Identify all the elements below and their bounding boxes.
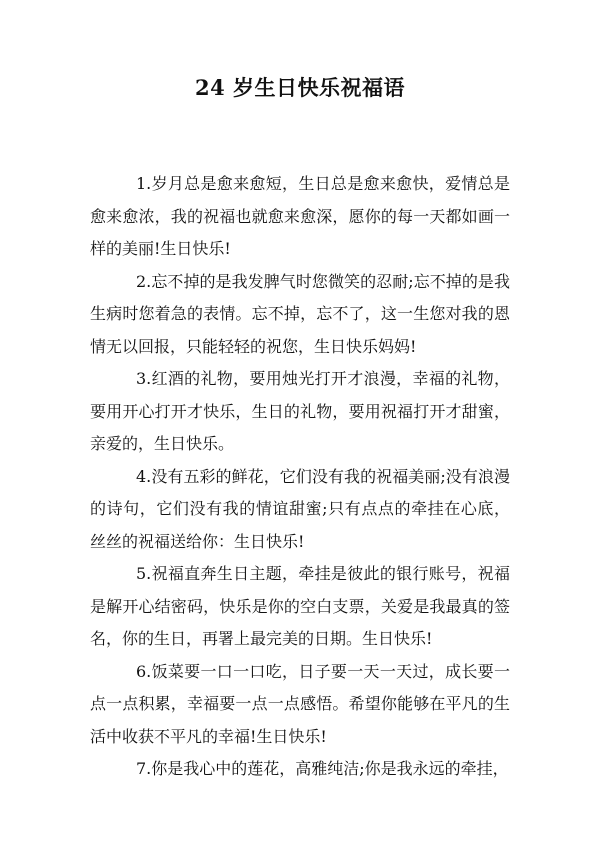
document-title: 24 岁生日快乐祝福语 — [194, 75, 406, 100]
paragraph-2: 2.忘不掉的是我发脾气时您微笑的忍耐;忘不掉的是我生病时您着急的表情。忘不掉，忘不了，这一生您对我的恩情无以回报，只能轻轻的祝您，生日快乐妈妈! — [90, 271, 510, 356]
document-body — [90, 168, 510, 786]
paragraph-7: 7.你是我心中的莲花，高雅纯洁;你是我永远的牵挂， — [136, 759, 509, 778]
paragraph-1: 1.岁月总是愈来愈短，生日总是愈来愈快，爱情总是愈来愈浓，我的祝福也就愈来愈深，愿你的每一天都如画一样的美丽!生日快乐! — [90, 174, 510, 258]
paragraph-6: 6.饭菜要一口一口吃，日子要一天一天过，成长要一点一点积累，幸福要一点一点感悟。希望你能够在平凡的生活中收获不平凡的幸福!生日快乐! — [90, 661, 510, 746]
paragraph-5: 5.祝福直奔生日主题，牵挂是彼此的银行账号，祝福是解开心结密码，快乐是你的空白支票，关爱是我最真的签名，你的生日，再署上最完美的日期。生日快乐! — [90, 564, 510, 648]
paragraph-4: 4.没有五彩的鲜花，它们没有我的祝福美丽;没有浪漫的诗句，它们没有我的情谊甜蜜;只有点点的牵挂在心底，丝丝的祝福送给你：生日快乐! — [90, 466, 510, 551]
paragraph-3: 3.红酒的礼物，要用烛光打开才浪漫，幸福的礼物，要用开心打开才快乐，生日的礼物，要用祝福打开才甜蜜，亲爱的，生日快乐。 — [90, 369, 510, 453]
